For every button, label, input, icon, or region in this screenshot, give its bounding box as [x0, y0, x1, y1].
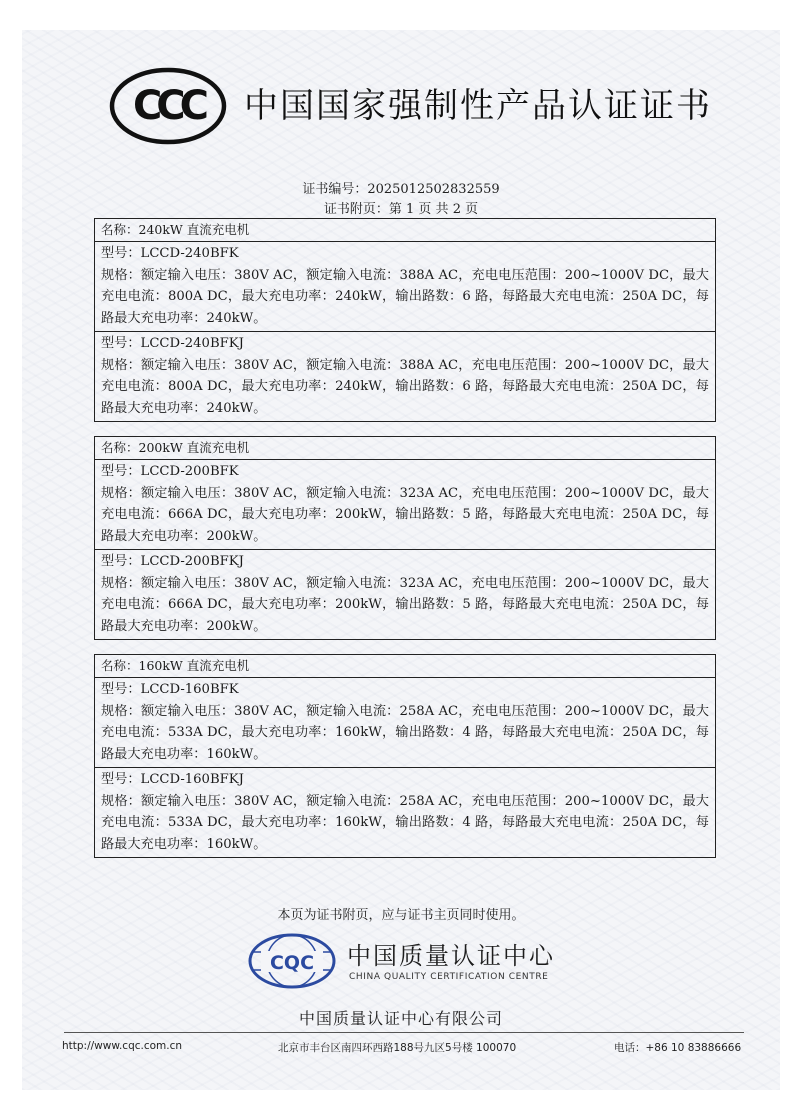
attachment-page-indicator: 证书附页：第 1 页 共 2 页 — [323, 202, 479, 217]
certificate-number-label: 证书编号： — [302, 182, 368, 197]
model-block — [95, 549, 715, 639]
model-number: 型号：LCCD-240BFK — [101, 246, 239, 261]
model-number: 型号：LCCD-160BFKJ — [101, 772, 244, 787]
svg-text:CQC: CQC — [269, 952, 315, 974]
product-table-2 — [94, 436, 716, 640]
footer-divider — [64, 1032, 744, 1033]
model-block — [95, 678, 715, 767]
cqc-name-chinese: 中国质量认证中心 — [347, 942, 555, 970]
model-number: 型号：LCCD-240BFKJ — [101, 336, 244, 351]
product-table-1 — [94, 218, 716, 422]
svg-text:CCC: CCC — [132, 83, 204, 129]
attachment-usage-note: 本页为证书附页，应与证书主页同时使用。 — [277, 908, 525, 923]
certificate-header — [22, 66, 780, 146]
model-block — [95, 767, 715, 857]
model-specification: 规格：额定输入电压：380V AC，额定输入电流：258A AC，充电电压范围：200~1000V DC，最大充电电流：533A DC，最大充电功率：160kW，输出路数：4 路，每路最大充电电流：250A DC，每路最大充电功率：160kW。 — [101, 793, 709, 852]
model-number: 型号：LCCD-200BFK — [101, 464, 239, 479]
company-address: 北京市丰台区南四环西路188号九区5号楼 100070 — [278, 1042, 517, 1054]
website-url[interactable]: http://www.cqc.com.cn — [62, 1040, 183, 1052]
model-specification: 规格：额定输入电压：380V AC，额定输入电流：388A AC，充电电压范围：200~1000V DC，最大充电电流：800A DC，最大充电功率：240kW，输出路数：6 路，每路最大充电电流：250A DC，每路最大充电功率：240kW。 — [101, 267, 709, 326]
product-table-3 — [94, 654, 716, 858]
model-number: 型号：LCCD-160BFK — [101, 682, 239, 697]
product-name: 名称：240kW 直流充电机 — [95, 219, 715, 242]
model-block — [95, 460, 715, 549]
certificate-title: 中国国家强制性产品认证证书 — [244, 86, 712, 126]
product-name: 名称：160kW 直流充电机 — [95, 655, 715, 678]
model-specification: 规格：额定输入电压：380V AC，额定输入电流：388A AC，充电电压范围：200~1000V DC，最大充电电流：800A DC，最大充电功率：240kW，输出路数：6 路，每路最大充电电流：250A DC，每路最大充电功率：240kW。 — [101, 357, 709, 416]
model-block — [95, 331, 715, 421]
cqc-globe-logo — [247, 932, 337, 990]
cqc-name-english: CHINA QUALITY CERTIFICATION CENTRE — [349, 972, 549, 982]
model-specification: 规格：额定输入电压：380V AC，额定输入电流：258A AC，充电电压范围：200~1000V DC，最大充电电流：533A DC，最大充电功率：160kW，输出路数：4 路，每路最大充电电流：250A DC，每路最大充电功率：160kW。 — [101, 703, 709, 762]
company-phone: 电话：+86 10 83886666 — [614, 1042, 742, 1054]
ccc-mark-logo — [108, 66, 228, 146]
model-specification: 规格：额定输入电压：380V AC，额定输入电流：323A AC，充电电压范围：200~1000V DC，最大充电电流：666A DC，最大充电功率：200kW，输出路数：5 路，每路最大充电电流：250A DC，每路最大充电功率：200kW。 — [101, 485, 709, 544]
certificate-info — [22, 180, 780, 220]
model-number: 型号：LCCD-200BFKJ — [101, 554, 244, 569]
model-specification: 规格：额定输入电压：380V AC，额定输入电流：323A AC，充电电压范围：200~1000V DC，最大充电电流：666A DC，最大充电功率：200kW，输出路数：5 路，每路最大充电电流：250A DC，每路最大充电功率：200kW。 — [101, 575, 709, 634]
certificate-number: 2025012502832559 — [367, 182, 500, 197]
product-name: 名称：200kW 直流充电机 — [95, 437, 715, 460]
company-name: 中国质量认证中心有限公司 — [298, 1009, 503, 1028]
certificate-number-line — [22, 180, 780, 200]
model-block — [95, 242, 715, 331]
certificate-page — [22, 30, 780, 1090]
